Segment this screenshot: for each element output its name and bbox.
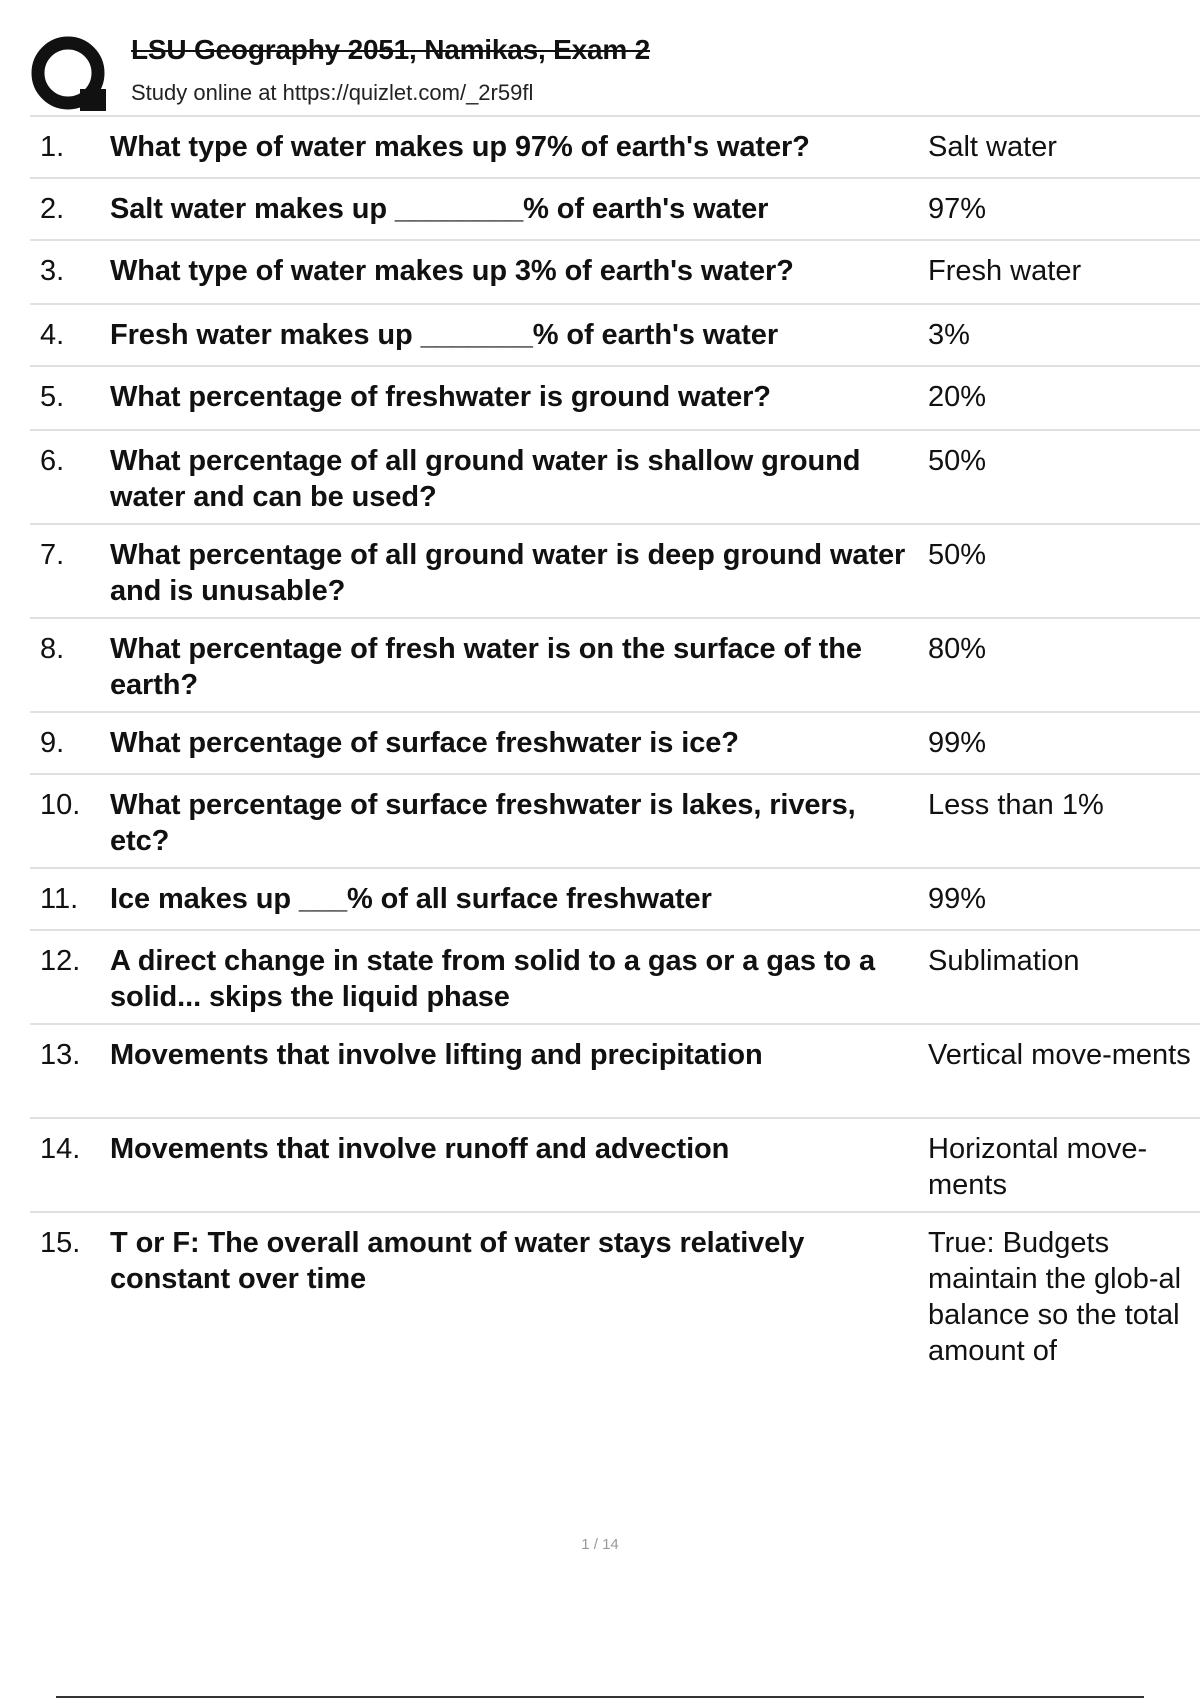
card-definition: 99% (928, 883, 987, 915)
card-number: 10. (40, 789, 81, 821)
card-number: 5. (40, 381, 65, 413)
flashcard-row (30, 177, 1200, 239)
flashcard-row (30, 711, 1200, 773)
card-term: Fresh water makes up _______% of earth's water (110, 319, 779, 351)
flashcard-row (30, 303, 1200, 365)
card-definition: 3% (928, 319, 970, 351)
flashcard-row (30, 239, 1200, 303)
card-term: A direct change in state from solid to a gas or a gas to a solid... skips the liquid phase (110, 945, 876, 1013)
card-number: 15. (40, 1227, 81, 1259)
card-definition: 80% (928, 633, 987, 665)
card-term: What percentage of all ground water is shallow ground water and can be used? (110, 445, 861, 513)
card-number: 6. (40, 445, 65, 477)
card-number: 11. (40, 883, 79, 915)
card-term: What percentage of all ground water is deep ground water and is unusable? (110, 539, 906, 607)
card-number: 7. (40, 539, 65, 571)
card-definition: Horizontal move-ments (928, 1133, 1148, 1201)
flashcard-list (30, 115, 1200, 1367)
card-number: 13. (40, 1039, 81, 1071)
page-header (30, 30, 1140, 115)
flashcard-row (30, 523, 1200, 617)
flashcard-row (30, 1211, 1200, 1367)
card-term: What percentage of freshwater is ground water? (110, 381, 771, 413)
card-term: What type of water makes up 97% of earth's water? (110, 131, 810, 163)
card-definition: Less than 1% (928, 789, 1104, 821)
flashcard-row (30, 773, 1200, 867)
flashcard-row (30, 115, 1200, 177)
card-definition: 99% (928, 727, 987, 759)
card-definition: True: Budgets maintain the glob-al balance so the total amount of (928, 1227, 1182, 1367)
card-term: What type of water makes up 3% of earth's water? (110, 255, 794, 287)
card-number: 12. (40, 945, 81, 977)
flashcard-row (30, 929, 1200, 1023)
set-title: LSU Geography 2051, Namikas, Exam 2 (131, 34, 651, 65)
card-number: 14. (40, 1133, 81, 1165)
card-term: Movements that involve lifting and precipitation (110, 1039, 763, 1071)
card-term: What percentage of fresh water is on the surface of the earth? (110, 633, 862, 701)
card-definition: 20% (928, 381, 987, 413)
bottom-divider (56, 1696, 1144, 1698)
card-definition: Sublimation (928, 945, 1080, 977)
card-number: 1. (40, 131, 65, 163)
study-online-link-text: Study online at https://quizlet.com/_2r59fl (131, 80, 534, 105)
flashcard-row (30, 365, 1200, 429)
card-number: 3. (40, 255, 65, 287)
card-number: 9. (40, 727, 65, 759)
card-definition: Fresh water (928, 255, 1082, 287)
card-definition: Salt water (928, 131, 1057, 163)
card-term: What percentage of surface freshwater is lakes, rivers, etc? (110, 789, 856, 857)
card-number: 4. (40, 319, 65, 351)
card-definition: 50% (928, 445, 987, 477)
flashcard-row (30, 617, 1200, 711)
flashcard-row (30, 1117, 1200, 1211)
quizlet-q-logo (30, 35, 112, 117)
card-term: T or F: The overall amount of water stays relatively constant over time (110, 1227, 805, 1295)
card-number: 8. (40, 633, 65, 665)
flashcard-row (30, 429, 1200, 523)
card-definition: 97% (928, 193, 987, 225)
card-term: What percentage of surface freshwater is ice? (110, 727, 739, 759)
page-number: 1 / 14 (581, 1536, 619, 1553)
card-term: Ice makes up ___% of all surface freshwater (110, 883, 712, 915)
flashcard-row (30, 867, 1200, 929)
card-number: 2. (40, 193, 65, 225)
flashcard-row (30, 1023, 1200, 1117)
card-definition: Vertical move-ments (928, 1039, 1191, 1071)
card-term: Salt water makes up ________% of earth's water (110, 193, 769, 225)
card-term: Movements that involve runoff and advection (110, 1133, 730, 1165)
card-definition: 50% (928, 539, 987, 571)
